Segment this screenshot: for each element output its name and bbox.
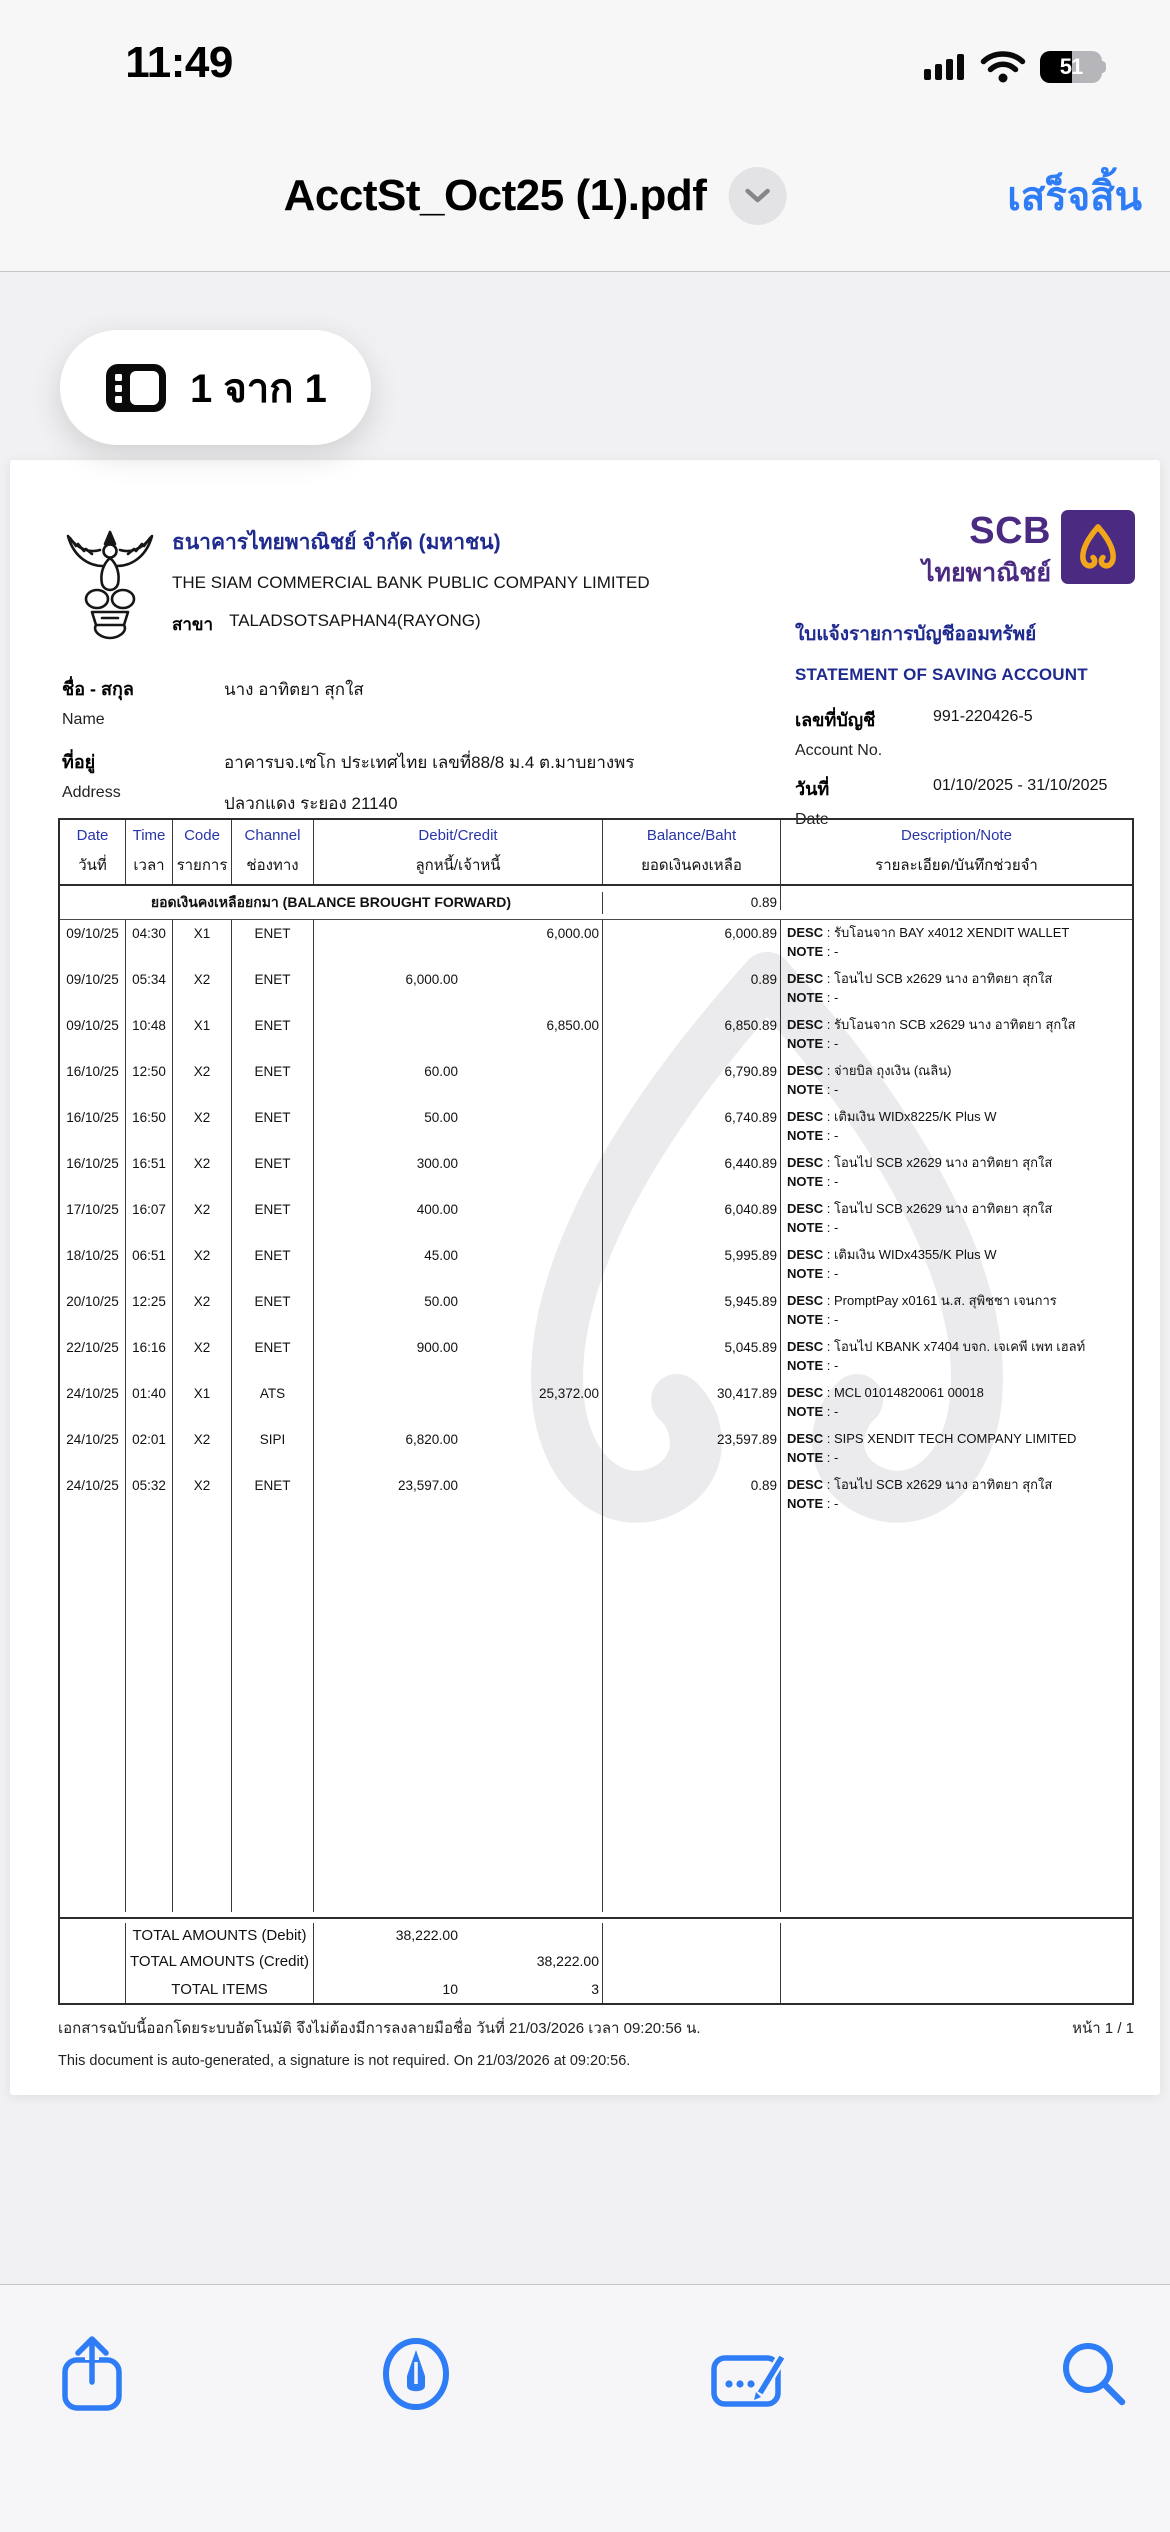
transaction-row: 18/10/25 06:51 X2 ENET 45.00 5,995.89 DESC : เติมเงิน WIDx4355/K Plus W NOTE : - [60, 1242, 1132, 1288]
transaction-row: 09/10/25 04:30 X1 ENET 6,000.00 6,000.89 DESC : รับโอนจาก BAY x4012 XENDIT WALLET NOTE : - [60, 920, 1132, 966]
transaction-note: NOTE : - [787, 1174, 839, 1189]
totals-debit-label: TOTAL AMOUNTS (Debit) [126, 1923, 314, 1947]
transaction-row: 16/10/25 12:50 X2 ENET 60.00 6,790.89 DESC : จ่ายบิล ถุงเงิน (ณลิน) NOTE : - [60, 1058, 1132, 1104]
transaction-note: NOTE : - [787, 1312, 839, 1327]
bbf-balance: 0.89 [603, 886, 781, 910]
column-header-debit-credit: Debit/Credit ลูกหนี้/เจ้าหนี้ [314, 820, 603, 884]
document-footer [58, 2016, 1134, 2069]
viewer-content [0, 272, 1170, 2284]
transaction-note: NOTE : - [787, 1082, 839, 1097]
account-label-th: เลขที่บัญชี [795, 710, 876, 730]
date-label-en: Date [795, 811, 829, 828]
address-label-en: Address [62, 784, 121, 801]
markup-button[interactable] [371, 2329, 461, 2419]
transaction-row: 16/10/25 16:51 X2 ENET 300.00 6,440.89 DESC : โอนไป SCB x2629 นาง อาทิตยา สุกใส NOTE : - [60, 1150, 1132, 1196]
page-indicator-label: 1 จาก 1 [190, 366, 327, 411]
column-header-time: Time เวลา [126, 820, 173, 884]
name-label-en: Name [62, 711, 105, 728]
search-icon [1060, 2340, 1128, 2408]
garuda-emblem [62, 522, 158, 648]
document-header-right [795, 510, 1135, 829]
pdf-page [10, 460, 1160, 2095]
table-empty-area [60, 1518, 1132, 1912]
transaction-row: 17/10/25 16:07 X2 ENET 400.00 6,040.89 DESC : โอนไป SCB x2629 นาง อาทิตยา สุกใส NOTE : - [60, 1196, 1132, 1242]
cellular-signal-icon [924, 52, 966, 82]
transaction-note: NOTE : - [787, 1128, 839, 1143]
totals-credit-label: TOTAL AMOUNTS (Credit) [126, 1947, 314, 1975]
column-header-description-note: Description/Note รายละเอียด/บันทึกช่วยจำ [875, 827, 1038, 874]
document-header-left [62, 522, 650, 817]
transaction-row: 24/10/25 02:01 X2 SIPI 6,820.00 23,597.89 DESC : SIPS XENDIT TECH COMPANY LIMITED NOTE : - [60, 1426, 1132, 1472]
status-time: 11:49 [125, 38, 233, 87]
transaction-description: DESC : MCL 01014820061 00018 [787, 1385, 984, 1400]
column-header-channel: Channel ช่องทาง [232, 820, 314, 884]
share-icon [59, 2334, 125, 2414]
customer-address-row [62, 747, 650, 817]
totals-debit-row [60, 1919, 1132, 1947]
footer-text-th: เอกสารฉบับนี้ออกโดยระบบอัตโนมัติ จึงไม่ต้องมีการลงลายมือชื่อ วันที่ 21/03/2026 เวลา 09:20:56 น. [58, 2020, 701, 2037]
transaction-row: 22/10/25 16:16 X2 ENET 900.00 5,045.89 DESC : โอนไป KBANK x7404 บจก. เจเคพี เพท เฮลท์ NOTE : - [60, 1334, 1132, 1380]
date-range: 01/10/2025 - 31/10/2025 [933, 777, 1108, 794]
transaction-row: 09/10/25 10:48 X1 ENET 6,850.00 6,850.89 DESC : รับโอนจาก SCB x2629 นาง อาทิตยา สุกใส NOTE : - [60, 1012, 1132, 1058]
totals-items-debit: 10 [442, 1981, 458, 1997]
scb-logo-text: SCB [969, 510, 1051, 552]
scb-logo-text-th: ไทยพาณิชย์ [921, 559, 1051, 587]
transaction-description: DESC : โอนไป KBANK x7404 บจก. เจเคพี เพท เฮลท์ [787, 1339, 1086, 1354]
column-header-balance-baht: Balance/Baht ยอดเงินคงเหลือ [603, 820, 781, 884]
bottom-toolbar [0, 2284, 1170, 2532]
transaction-note: NOTE : - [787, 1404, 839, 1419]
totals-credit-row [60, 1947, 1132, 1975]
branch-value: TALADSOTSAPHAN4(RAYONG) [229, 611, 481, 630]
transaction-note: NOTE : - [787, 990, 839, 1005]
done-button[interactable]: เสร็จสิ้น [1007, 120, 1142, 272]
column-header-code: Code รายการ [173, 820, 232, 884]
chevron-down-icon [743, 187, 771, 205]
balance-brought-forward-row [60, 886, 1132, 920]
transaction-description: DESC : โอนไป SCB x2629 นาง อาทิตยา สุกใส [787, 971, 1053, 986]
transaction-note: NOTE : - [787, 1450, 839, 1465]
transactions-table [58, 818, 1134, 2005]
transaction-description: DESC : เติมเงิน WIDx4355/K Plus W [787, 1247, 997, 1262]
transaction-row: 20/10/25 12:25 X2 ENET 50.00 5,945.89 DESC : PromptPay x0161 น.ส. สุพิชชา เจนการ NOTE : - [60, 1288, 1132, 1334]
address-label-th: ที่อยู่ [62, 752, 96, 772]
account-row [795, 705, 1135, 760]
battery-icon [1040, 51, 1106, 83]
column-header-date: Date วันที่ [60, 820, 126, 884]
table-body [60, 920, 1132, 1912]
account-label-en: Account No. [795, 742, 883, 759]
totals-credit-value: 38,222.00 [458, 1947, 603, 1975]
transaction-note: NOTE : - [787, 1358, 839, 1373]
transaction-note: NOTE : - [787, 1220, 839, 1235]
footer-text-en: This document is auto-generated, a signature is not required. On 21/03/2026 at 09:20:56. [58, 2053, 631, 2069]
transaction-row: 24/10/25 01:40 X1 ATS 25,372.00 30,417.89 DESC : MCL 01014820061 00018 NOTE : - [60, 1380, 1132, 1426]
status-bar [0, 0, 1170, 120]
transaction-description: DESC : รับโอนจาก SCB x2629 นาง อาทิตยา สุกใส [787, 1017, 1076, 1032]
address-line1: อาคารบจ.เซโก ประเทศไทย เลขที่88/8 ม.4 ต.มาบยางพร [224, 753, 635, 772]
transaction-note: NOTE : - [787, 1036, 839, 1051]
battery-cap [1102, 61, 1106, 73]
transaction-description: DESC : จ่ายบิล ถุงเงิน (ณลิน) [787, 1063, 952, 1078]
statement-title-en: STATEMENT OF SAVING ACCOUNT [795, 665, 1088, 684]
transaction-description: DESC : โอนไป SCB x2629 นาง อาทิตยา สุกใส [787, 1201, 1053, 1216]
branch-label: สาขา [172, 615, 214, 634]
name-label-th: ชื่อ - สกุล [62, 679, 134, 699]
transaction-description: DESC : โอนไป SCB x2629 นาง อาทิตยา สุกใส [787, 1155, 1053, 1170]
footer-page-label: หน้า 1 / 1 [1072, 2020, 1134, 2037]
table-totals [60, 1917, 1132, 2003]
page-indicator[interactable] [60, 330, 371, 445]
date-label-th: วันที่ [795, 779, 830, 799]
totals-items-row [60, 1975, 1132, 2003]
transaction-note: NOTE : - [787, 1496, 839, 1511]
transaction-note: NOTE : - [787, 1266, 839, 1281]
wifi-icon [980, 50, 1026, 84]
share-button[interactable] [47, 2329, 137, 2419]
account-number: 991-220426-5 [933, 708, 1033, 725]
totals-items-label: TOTAL ITEMS [126, 1975, 314, 2003]
customer-name-row [62, 674, 650, 729]
table-header [60, 820, 1132, 886]
bbf-label: ยอดเงินคงเหลือยกมา (BALANCE BROUGHT FORWARD) [60, 892, 603, 914]
title-group [284, 120, 787, 272]
page-thumbnails-icon [104, 362, 168, 414]
scb-leaf-icon [1061, 510, 1135, 584]
document-title: AcctSt_Oct25 (1).pdf [283, 171, 707, 220]
transaction-row: 16/10/25 16:50 X2 ENET 50.00 6,740.89 DESC : เติมเงิน WIDx8225/K Plus W NOTE : - [60, 1104, 1132, 1150]
title-options-button[interactable] [728, 167, 786, 225]
signature-button[interactable] [705, 2329, 795, 2419]
nav-bar [0, 120, 1170, 272]
transaction-note: NOTE : - [787, 944, 839, 959]
totals-debit-value: 38,222.00 [395, 1927, 458, 1943]
search-button[interactable] [1049, 2329, 1139, 2419]
statement-title-th: ใบแจ้งรายการบัญชีออมทรัพย์ [795, 624, 1037, 645]
transaction-description: DESC : SIPS XENDIT TECH COMPANY LIMITED [787, 1431, 1077, 1446]
bank-name-th: ธนาคารไทยพาณิชย์ จำกัด (มหาชน) [172, 531, 501, 554]
transaction-description: DESC : PromptPay x0161 น.ส. สุพิชชา เจนการ [787, 1293, 1057, 1308]
transaction-description: DESC : เติมเงิน WIDx8225/K Plus W [787, 1109, 997, 1124]
address-line2: ปลวกแดง ระยอง 21140 [224, 794, 398, 813]
totals-items-credit: 3 [458, 1975, 603, 2003]
transaction-description: DESC : โอนไป SCB x2629 นาง อาทิตยา สุกใส [787, 1477, 1053, 1492]
transaction-row: 24/10/25 05:32 X2 ENET 23,597.00 0.89 DESC : โอนไป SCB x2629 นาง อาทิตยา สุกใส NOTE : - [60, 1472, 1132, 1518]
markup-pen-icon [380, 2336, 452, 2412]
signature-icon [711, 2340, 789, 2408]
bank-name-en: THE SIAM COMMERCIAL BANK PUBLIC COMPANY LIMITED [172, 573, 650, 592]
customer-name: นาง อาทิตยา สุกใส [224, 680, 364, 699]
scb-logo [795, 510, 1135, 593]
transaction-description: DESC : รับโอนจาก BAY x4012 XENDIT WALLET [787, 925, 1070, 940]
transaction-row: 09/10/25 05:34 X2 ENET 6,000.00 0.89 DESC : โอนไป SCB x2629 นาง อาทิตยา สุกใส NOTE : - [60, 966, 1132, 1012]
battery-percent: 51 [1059, 54, 1083, 79]
